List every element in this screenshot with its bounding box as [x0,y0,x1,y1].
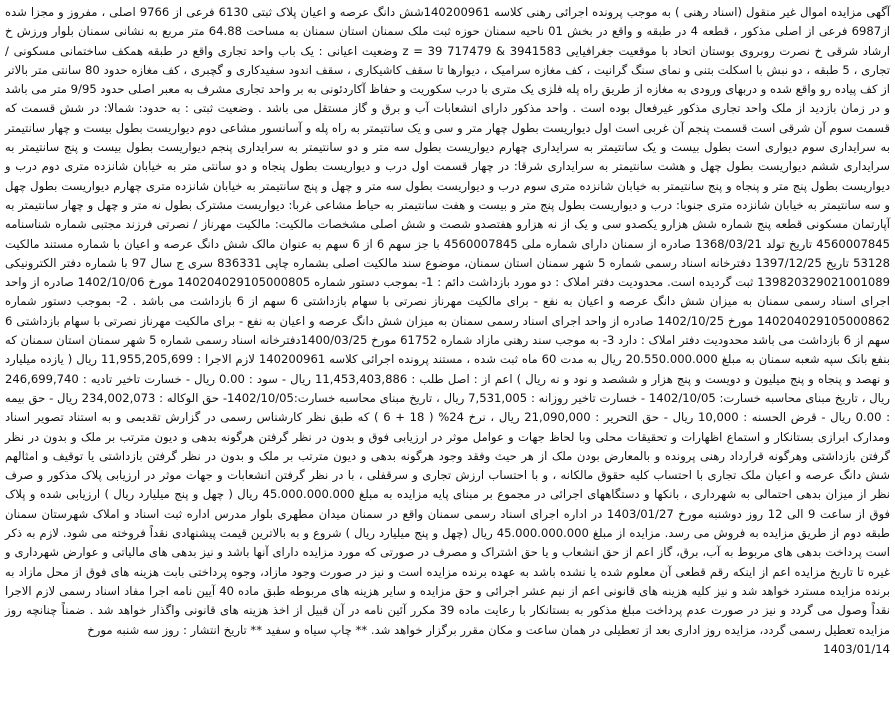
publish-date: 1403/01/14 [823,641,890,656]
notice-body-text: آگهی مزایده اموال غیر منقول (اسناد رهنی ) به موجب پرونده اجرائی رهنی کلاسه 140200961شش دانگ عرصه و اعیان پلاک ثبتی 6130 فرعی از 9766 اصلی ، مفروز و مجزا شده از6987 فرعی از اصلی مذکور ، قطعه 4 در طبقه و واقع در بخش 01 ناحیه سمنان حوزه ثبت ملک سمنان استان سمنان به مساحت 64.88 متر مربع به نشانی سمنان بلوار ورزش خ ارشاد شرقی خ نصرت روبروی بوستان اتحاد با موقعیت جغرافیایی 3941583 & 717479 39 = z وضعیت اعیانی : یک باب واحد تجاری واقع در طبقه همکف ساختمانی مسکونی / تجاری ، 5 طبقه ، دو نبش با اسکلت بتنی و نمای سنگ گرانیت ، کف مغازه سرامیک ، دیوارها تا سقف کاشیکاری ، سقف اندود سفیدکاری و گچبری ، کف مغازه حدود 80 سانتی متر بالاتر از کف پیاده رو واقع شده و دربهای ورودی به مغازه از طریق راه پله فلزی یک متری با درب سکوریت و حفاظ آکاردئونی به بر واحد تجاری مشرف به معبر اصلی حدود 9/95 متر می باشد و در زمان بازدید از ملک واحد تجاری مذکور غیرفعال بوده است . واحد مذکور دارای انشعابات آب و برق و گاز مستقل می باشد . وضعیت ثبتی : به حدود: شمالا: در شش قسمت که قسمت سوم آن شرقی است قسمت پنجم آن غربی است اول دیواریست بطول چهار متر و سی و یک سانتیمتر به راه پله و آسانسور مشاعی دوم دیواریست بطول بیست و چهار سانتیمتر به سرایداری سوم دیواری است بطول بیست و یک سانتیمتر به سرایداری چهارم دیواریست بطول سه متر و دو سانتیمتر به سرایداری پنجم دیواریست بطول بیست و پنج سانتیمتر به سرایداری ششم دیواریست بطول چهل و هشت سانتیمتر به سرایداری شرقا: در چهار قسمت اول درب و دیواریست بطول پنجاه و دو سانتی متر به خیابان شانزده متری دوم درب و دیواریست بطول پنج متر و پنجاه و پنج سانتیمتر به خیابان شانزده متری سوم درب و دیواریست بطول سه متر و چهل و پنج سانتیمتر به خیابان شانزده متری چهارم دیواریست بطول چهل و سه سانتیمتر به خیابان شانزده متری جنوبا: درب و دیواریست بطول پنج متر و بیست و هفت سانتیمتر به حیاط مشاعی غربا: دیواریست مشترک بطول نه متر و چهل و چهار سانتیمتر به آپارتمان مسکونی قطعه پنج شماره شش هزارو یکصدو سی و یک از نه هزارو هفتصدو شصت و شش اصلی مشخصات مالکیت: مالکیت مهرناز / نصرتی فرزند مجتبی شماره شناسنامه 4560007845 تاریخ تولد 1368/03/21 صادره از سمنان دارای شماره ملی 4560007845 با جز سهم 6 از 6 سهم به عنوان مالک شش دانگ عرصه و اعیان با شماره مستند مالکیت 53128 تاریخ 1397/12/25 دفترخانه اسناد رسمی شماره 5 شهر سمنان استان سمنان، موضوع سند مالکیت اصلی بشماره چاپی 836331 سری ج سال 97 با شماره دفتر الکترونیکی 139820329021001089 ثبت گردیده است. محدودیت دفتر املاک : دو مورد بازداشت دائم : 1- بموجب دستور شماره 140204029105000805 مورخ 1402/10/06 صادره از واحد اجرای اسناد رسمی سمنان به میزان شش دانگ عرصه و اعیان به نفع - برای مالکیت مهرناز نصرتی با سهام بازداشتی 6 سهم از 6 بازداشت می باشد . 2- بموجب دستور شماره 140204029105000862 مورخ 1402/10/25 صادره از واحد اجرای اسناد رسمی سمنان به میزان شش دانگ عرصه و اعیان به نفع - برای مالکیت مهرناز نصرتی با سهام بازداشتی 6 سهم از 6 بازداشت می باشد محدودیت دفتر املاک : دارد 3- به موجب سند رهنی مازاد شماره 61752 مورخ 1400/03/25دفترخانه اسناد رسمی شماره 5 شهر سمنان استان سمنان که بنفع بانک سپه شعبه سمنان به مبلغ 20.550.000.000 ریال به مدت 60 ماه ثبت شده ، مستند پرونده اجرائی کلاسه 140200961 لازم الاجرا : 11,955,205,699 ریال ( یازده میلیارد و نهصد و پنجاه و پنج میلیون و دویست و پنج هزار و ششصد و نود و نه ریال ) اعم از : اصل طلب : 11,453,403,886 ریال - سود : 0.00 ریال - خسارت تاخیر تادیه : 246,699,740 ریال ، تاریخ مبنای محاسبه خسارت: 1402/10/05 - خسارت تاخیر روزانه : 7,531,005 ریال ، تاریخ مبنای محاسبه خسارت:1402/10/05- حق الوکاله : 234,002,073 ریال - حق بیمه : 0.00 ریال - قرض الحسنه : 10,000 ریال - حق التحریر : 21,090,000 ریال ، نرخ 24% ( 18 + 6 ) که طبق نظر کارشناس رسمی در گزارش تقدیمی و به استناد تصویر اسناد ومدارک ابرازی بستانکار و استماع اظهارات و تحقیقات محلی وبا لحاظ جهات و عوامل موثر در ارزیابی فوق و بدون در نظر گرفتن هرگونه بدهی و دیون مترتب بر ملک و بدون در نظر گرفتن بازداشتی وهرگونه قرارداد رهنی پرونده و بالمعارض بودن ملک از هر حیث وفقد وجود هرگونه بدهی و دیون مترتب بر ملک و بدون در نظر گرفتن بازداشتی یا توقیف و امثالهم شش دانگ عرصه و اعیان ملک تجاری با احتساب کلیه حقوق مالکانه ، و با احتساب ارزش تجاری و سرقفلی ، با در نظر گرفتن انشعابات و جهات موثر در ارزیابی پلاک مذکور و صرف نظر از میزان بدهی احتمالی به شهرداری ، بانکها و دستگاههای اجرائی در مجموع بر مبنای پایه مزایده به مبلغ 45.000.000.000 ریال ( چهل و پنج میلیارد ریال ) ارزیابی شده و پلاک فوق از ساعت 9 الی 12 روز دوشنبه مورخ 1403/01/27 در اداره اجرای اسناد رسمی سمنان واقع در سمنان میدان مطهری بلوار مدرس اداره ثبت اسناد و املاک شهرستان سمنان طبقه دوم از طریق مزایده به فروش می رسد. مزایده از مبلغ 45.000.000.000 ریال (چهل و پنج میلیارد ریال ) شروع و به بالاترین قیمت پیشنهادی نقداً فروخته می شود. لازم به ذکر است پرداخت بدهی های مربوط به آب، برق، گاز اعم از حق انشعاب و یا حق اشتراک و مصرف در صورتی که مورد مزایده دارای آنها باشد و نیز بدهی های مالیاتی و عوارض شهرداری و غیره تا تاریخ مزایده اعم از اینکه رقم قطعی آن معلوم شده یا نشده باشد به عهده برنده مزایده است و نیز در صورت وجود مازاد، وجوه پرداختی بابت هزینه های فوق از محل مازاد به برنده مزایده مسترد خواهد شد و نیز کلیه هزینه های قانونی اعم از نیم عشر اجرائی و حق مزایده و سایر هزینه های مربوطه طبق ماده 40 آیین نامه اجرا مفاد اسناد رسمی لازم الاجرا نقداً وصول می گردد و نیز در صورت عدم پرداخت مبلغ مذکور به بستانکار با رعایت ماده 39 مکرر آئین نامه در آن قبیل از اخذ هزینه های قانونی واگذار خواهد شد . ضمناً چنانچه روز مزایده تعطیل رسمی گردد، مزایده روز اداری بعد از تعطیلی در همان ساعت و مکان مقرر برگزار خواهد شد. ** چاپ سیاه و سفید ** تاریخ انتشار : روز سه شنبه مورخ [5,5,891,637]
